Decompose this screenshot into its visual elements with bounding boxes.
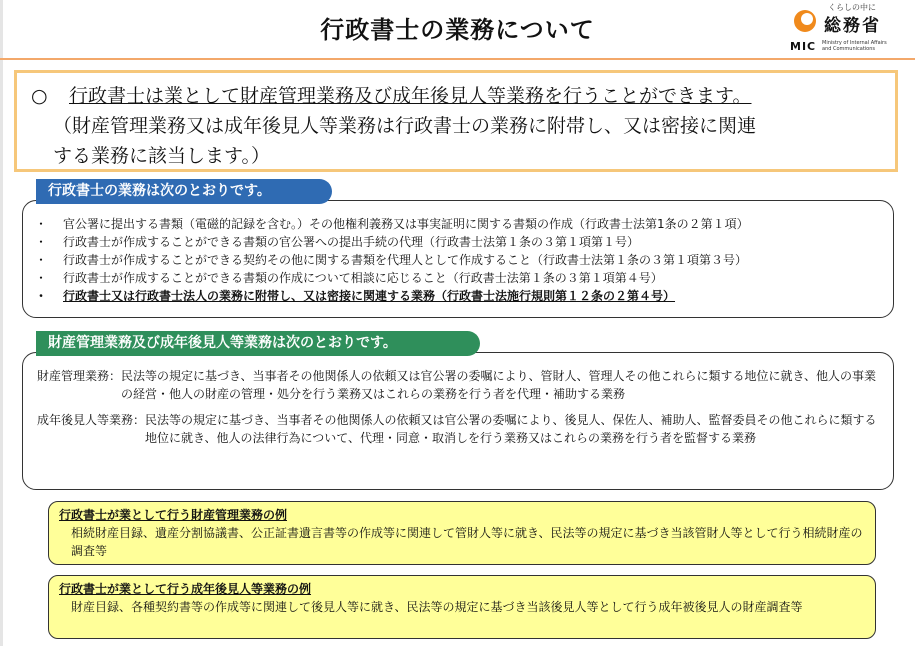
logo-abbr: MIC (790, 40, 817, 53)
summary-line-1: 行政書士は業として財産管理業務及び成年後見人等業務を行うことができます。 (69, 85, 752, 107)
example-body: 財産目録、各種契約書等の作成等に関連して後見人等に就き、民法等の規定に基づき当該後見人等として行う成年被後見人の財産調査等 (71, 600, 803, 614)
page-title: 行政書士の業務について (320, 16, 595, 44)
logo-ministry: Ministry of Internal Affairs and Communications (822, 40, 887, 52)
example-heading: 行政書士が業として行う財産管理業務の例 (59, 508, 288, 522)
definition-label: 成年後見人等業務： (37, 413, 146, 427)
definition-row (37, 367, 883, 403)
summary-box (14, 70, 898, 172)
example-heading: 行政書士が業として行う成年後見人等業務の例 (59, 582, 312, 596)
duties-section (22, 200, 894, 318)
header-divider (0, 58, 915, 60)
duties-section-header: 行政書士の業務は次のとおりです。 (36, 179, 332, 204)
summary-bullet: ○ (31, 85, 48, 107)
logo-tagline: くらしの中に (828, 3, 876, 12)
logo-name: 総務省 (824, 16, 881, 36)
management-section-header: 財産管理業務及び成年後見人等業務は次のとおりです。 (36, 331, 480, 356)
example-body: 相続財産目録、遺産分割協議書、公正証書遺言書等の作成等に関連して管財人等に就き、民法等の規定に基づき当該管財人等として行う相続財産の調査等 (71, 526, 863, 558)
definition-row (37, 411, 883, 447)
duty-item-highlighted: ・ 行政書士又は行政書士法人の業務に附帯し、又は密接に関連する業務（行政書士法施行規則第１２条の２第４号） (35, 289, 676, 303)
mic-logo (788, 2, 908, 56)
duty-item: ・ 官公署に提出する書類（電磁的記録を含む。）その他権利義務又は事実証明に関する書類の作成（行政書士法第1条の２第１項） (35, 217, 749, 231)
left-border (0, 0, 3, 646)
example-box-guardian (48, 575, 876, 639)
duty-item: ・ 行政書士が作成することができる書類の官公署への提出手続の代理（行政書士法第１条の３第１項第１号） (35, 235, 640, 249)
duty-item: ・ 行政書士が作成することができる契約その他に関する書類を代理人として作成すること（行政書士法第１条の３第１項第３号） (35, 253, 748, 267)
management-section (22, 352, 894, 490)
definition-text: 民法等の規定に基づき、当事者その他関係人の依頼又は官公署の委嘱により、管財人、管理人その他これらに類する地位に就き、他人の事業の経営・他人の財産の管理・処分を行う業務又はこれらの業務を行う者を代理・補助する業務 (121, 369, 877, 401)
duty-item: ・ 行政書士が作成することができる書類の作成について相談に応じること（行政書士法第１条の３第１項第４号） (35, 271, 663, 285)
logo-sun-icon (794, 10, 816, 32)
summary-line-2: （財産管理業務又は成年後見人等業務は行政書士の業務に附帯し、又は密接に関連 (53, 115, 757, 137)
definition-label: 財産管理業務： (37, 369, 122, 383)
definition-text: 民法等の規定に基づき、当事者その他関係人の依頼又は官公署の委嘱により、後見人、保佐人、補助人、監督委員その他これらに類する地位に就き、他人の法律行為について、代理・同意・取消しを行う業務又はこれらの業務を行う者を監督する業務 (145, 413, 877, 445)
example-box-property (48, 501, 876, 565)
summary-line-3: する業務に該当します。） (53, 145, 270, 167)
